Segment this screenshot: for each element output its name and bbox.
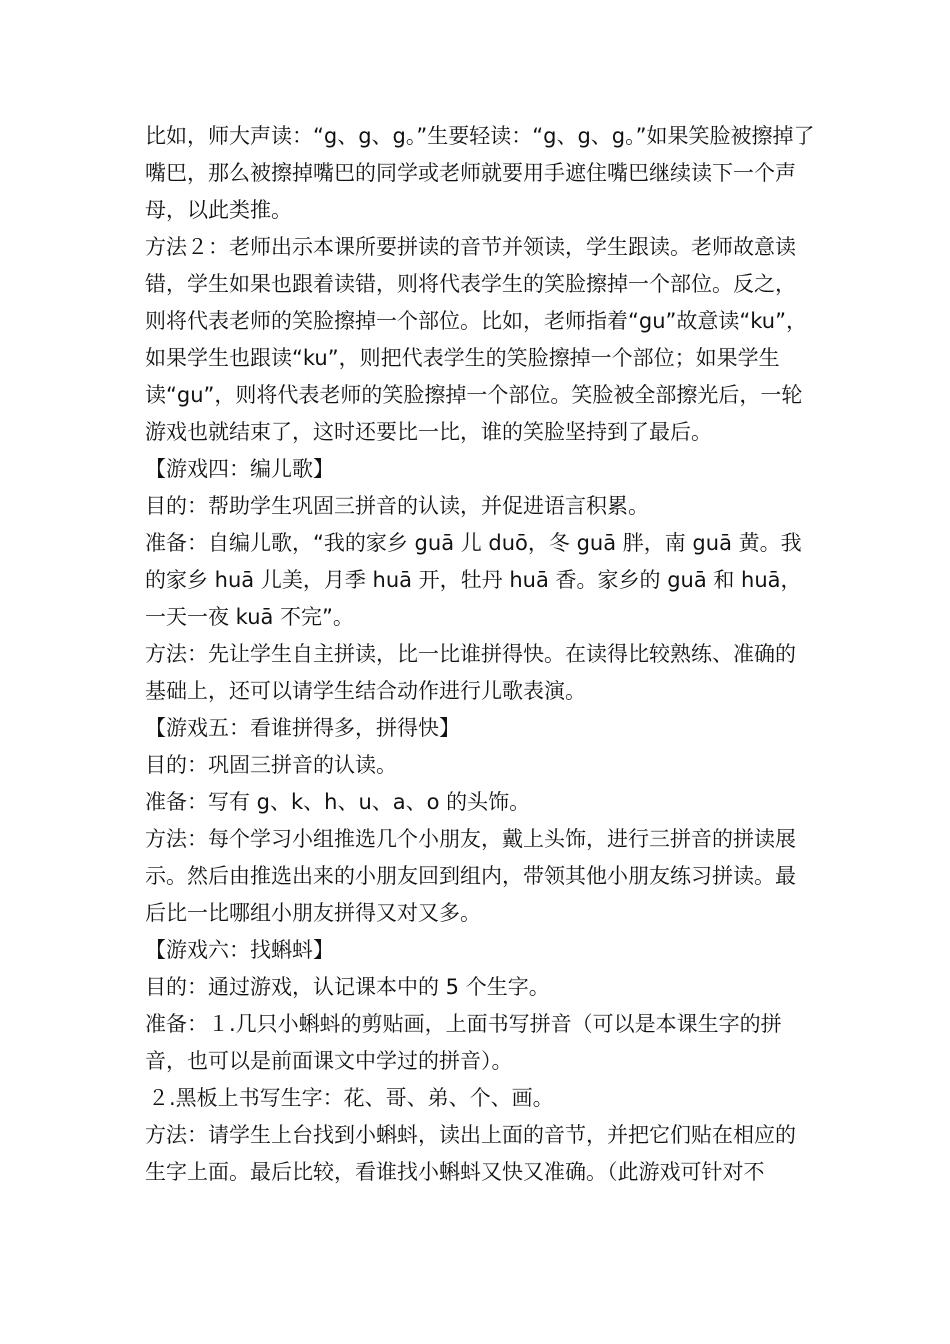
paragraph-method-2: 方法２：老师出示本课所要拼读的音节并领读，学生跟读。老师故意读错，学生如果也跟着读错，则将代表学生的笑脸擦掉一个部位。反之，则将代表老师的笑脸擦掉一个部位。比如，老师指着“gu”故意读“ku”，如果学生也跟读“ku”，则把代表学生的笑脸擦掉一个部位；如果学生读“gu”，则将代表老师的笑脸擦掉一个部位。笑脸被全部擦光后，一轮游戏也就结束了，这时还要比一比，谁的笑脸坚持到了最后。 [145, 235, 807, 444]
paragraph-game-6-purpose: 目的：通过游戏，认记课本中的 5 个生字。 [145, 975, 550, 999]
paragraph-game-6-method: 方法：请学生上台找到小蝌蚪，读出上面的音节，并把它们贴在相应的生字上面。最后比较，看谁找小蝌蚪又快又准确。（此游戏可针对不 [145, 1123, 796, 1184]
paragraph-game-4-method: 方法：先让学生自主拼读，比一比谁拼得快。在读得比较熟练、准确的基础上，还可以请学生结合动作进行儿歌表演。 [145, 642, 796, 703]
paragraph-game-5-method: 方法：每个学习小组推选几个小朋友，戴上头饰，进行三拼音的拼读展示。然后由推选出来的小朋友回到组内，带领其他小朋友练习拼读。最后比一比哪组小朋友拼得又对又多。 [145, 827, 796, 925]
document-body [145, 118, 815, 1191]
paragraph-game-4-preparation: 准备：自编儿歌，“我的家乡 guā 儿 duō，冬 guā 胖，南 guā 黄。我的家乡 huā 儿美，月季 huā 开，牡丹 huā 香。家乡的 guā 和 huā，一天一夜 kuā 不完”。 [145, 531, 802, 629]
heading-game-6: 【游戏六：找蝌蚪】 [145, 938, 334, 962]
paragraph-game-6-preparation-1: 准备：１.几只小蝌蚪的剪贴画，上面书写拼音（可以是本课生字的拼音，也可以是前面课文中学过的拼音）。 [145, 1012, 782, 1073]
paragraph-game-6-preparation-2: ２.黑板上书写生字：花、哥、弟、个、画。 [148, 1086, 554, 1110]
paragraph-game-5-purpose: 目的：巩固三拼音的认读。 [145, 753, 397, 777]
heading-game-4: 【游戏四：编儿歌】 [145, 457, 334, 481]
paragraph-game-4-purpose: 目的：帮助学生巩固三拼音的认读，并促进语言积累。 [145, 494, 649, 518]
heading-game-5: 【游戏五：看谁拼得多，拼得快】 [145, 716, 460, 740]
paragraph-game-5-preparation: 准备：写有 g、k、h、u、a、o 的头饰。 [145, 790, 531, 814]
paragraph-example-reading: 比如，师大声读：“g、g、g。”生要轻读：“g、g、g。”如果笑脸被擦掉了嘴巴，那么被擦掉嘴巴的同学或老师就要用手遮住嘴巴继续读下一个声母，以此类推。 [145, 124, 815, 222]
